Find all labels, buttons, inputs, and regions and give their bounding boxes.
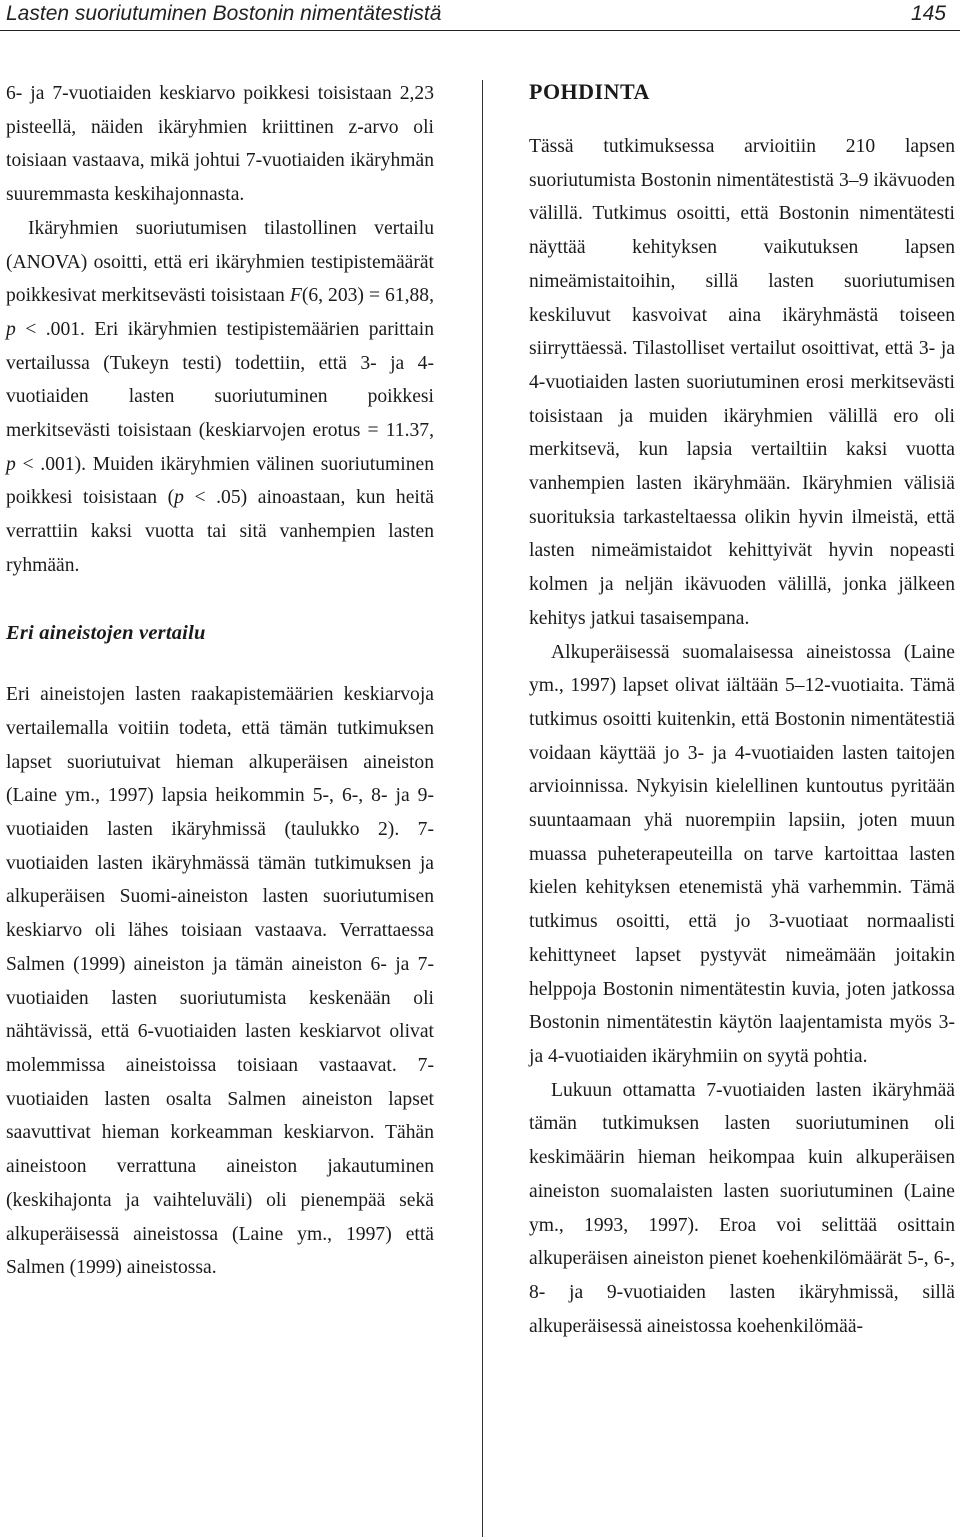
paragraph-discussion-3: Lukuun ottamatta 7-vuotiaiden lasten ikäryhmää tämän tutkimuksen lasten suoriutuminen oli keskimäärin hieman heikompaa kuin alkuperäisen aineiston suomalaisten lasten suoriutuminen (Laine ym., 1993, 1997). Eroa voi selittää osittain alkuperäisen aineiston pienet koehenkilömäärät 5-, 6-, 8- ja 9-vuotiaiden lasten ikäryhmissä, sillä alkuperäisessä aineistossa koehenkilömää-	[529, 1079, 955, 1337]
section-heading-discussion: POHDINTA	[529, 79, 650, 104]
paragraph-discussion-2: Alkuperäisessä suomalaisessa aineistossa (Laine ym., 1997) lapset olivat iältään 5–12-vuotiaita. Tämä tutkimus osoitti kuitenkin, että Bostonin nimentätestiä voidaan käyttää jo 3- ja 4-vuotiaiden lasten taitojen arvioinnissa. Nykyisin kielellinen kuntoutus pyritään suuntaamaan yhä nuorempiin lapsiin, joten muun muassa puheterapeuteilla on tarve kartoittaa lasten kielen kehityksen etenemistä yhä varhemmin. Tämä tutkimus osoitti, että jo 3-vuotiaat normaalisti kehittyneet lapset pystyvät nimeämään joitakin helppoja Bostonin nimentätestin kuvia, joten jatkossa Bostonin nimentätestin käytön laajentamista myös 3- ja 4-vuotiaiden ikäryhmiin on syytä pohtia.	[529, 641, 955, 1067]
running-title: Lasten suoriutuminen Bostonin nimentätestistä	[6, 2, 442, 25]
paragraph-discussion-1: Tässä tutkimuksessa arvioitiin 210 lapsen suoriutumista Bostonin nimentätestistä 3–9 ikävuoden välillä. Tutkimus osoitti, että Bostonin nimentätesti näyttää kehityksen vaikutuksen lapsen nimeämistaitoihin, sillä lasten suoriutumisen keskiluvut kasvoivat aina ikäryhmästä toiseen siirryttäessä. Tilastolliset vertailut osoittivat, että 3- ja 4-vuotiaiden lasten suoriutuminen erosi merkitsevästi toisistaan ja muiden ikäryhmien välillä ero oli merkitsevä, kun lapsia vertailtiin kaksi vuotta vanhempien lasten ikäryhmään. Ikäryhmien välisiä suorituksia tarkasteltaessa olikin hyvin ilmeistä, että lasten nimeämistaidot kehittyivät hyvin nopeasti kolmen ja neljän ikävuoden välillä, jonka jälkeen kehitys jatkui tasaisempana.	[529, 136, 955, 629]
section-heading-comparison: Eri aineistojen vertailu	[6, 621, 206, 644]
text-span: Ikäryhmien suoriutumisen tilastollinen vertailu (ANOVA) osoitti, että eri ikäryhmien testipistemäärät poikkesivat merkitsevästi toisistaan	[6, 217, 434, 307]
left-column	[6, 77, 434, 1285]
running-header	[0, 0, 960, 31]
text-span: (6, 203) = 61,88,	[301, 285, 434, 307]
stat-symbol-p: p	[174, 487, 184, 509]
paragraph-anova	[6, 212, 434, 583]
stat-symbol-p: p	[6, 318, 16, 340]
text-span: < .001). Muiden ikäryhmien välinen suoriutuminen poikkesi toisistaan (	[6, 453, 434, 509]
paragraph-age-comparison: 6- ja 7-vuotiaiden keskiarvo poikkesi toisistaan 2,23 pisteellä, näiden ikäryhmien kriittinen z-arvo oli toisiaan vastaava, mikä johtui 7-vuotiaiden ikäryhmän suuremmasta keskihajonnasta.	[6, 83, 434, 206]
page-number: 145	[910, 2, 946, 25]
right-column	[529, 77, 955, 1343]
paragraph-dataset-comparison: Eri aineistojen lasten raakapistemäärien keskiarvoja vertailemalla voitiin todeta, että tämän tutkimuksen lapset suoriutuivat hieman alkuperäisen aineiston (Laine ym., 1997) lapsia heikommin 5-, 6-, 8- ja 9-vuotiaiden lasten ikäryhmissä (taulukko 2). 7-vuotiaiden lasten ikäryhmässä tämän tutkimuksen ja alkuperäisen Suomi-aineiston lasten suoriutumisen keskiarvo oli lähes toisiaan vastaava. Verrattaessa Salmen (1999) aineiston ja tämän aineiston 6- ja 7-vuotiaiden lasten suoriutumista keskenään oli nähtävissä, että 6-vuotiaiden lasten keskiarvot olivat molemmissa aineistoissa toisiaan vastaavat. 7-vuotiaiden lasten osalta Salmen aineiston lapset saavuttivat hieman korkeamman keskiarvon. Tähän aineistoon verrattuna aineiston jakautuminen (keskihajonta ja vaihteluväli) oli pienempää sekä alkuperäisessä aineistossa (Laine ym., 1997) että Salmen (1999) aineistossa.	[6, 684, 434, 1279]
column-divider	[482, 80, 483, 1537]
text-span: < .05) ainoastaan, kun heitä verrattiin kaksi vuotta tai sitä vanhempien lasten ryhmään.	[6, 487, 434, 576]
text-span: < .001. Eri ikäryhmien testipistemäärien parittain vertailussa (Tukeyn testi) todettiin, että 3- ja 4-vuotiaiden lasten suoriutuminen poikkesi merkitsevästi toisistaan (keskiarvojen erotus = 11.37,	[6, 318, 434, 442]
stat-symbol-f: F	[289, 285, 302, 307]
stat-symbol-p: p	[6, 453, 16, 475]
